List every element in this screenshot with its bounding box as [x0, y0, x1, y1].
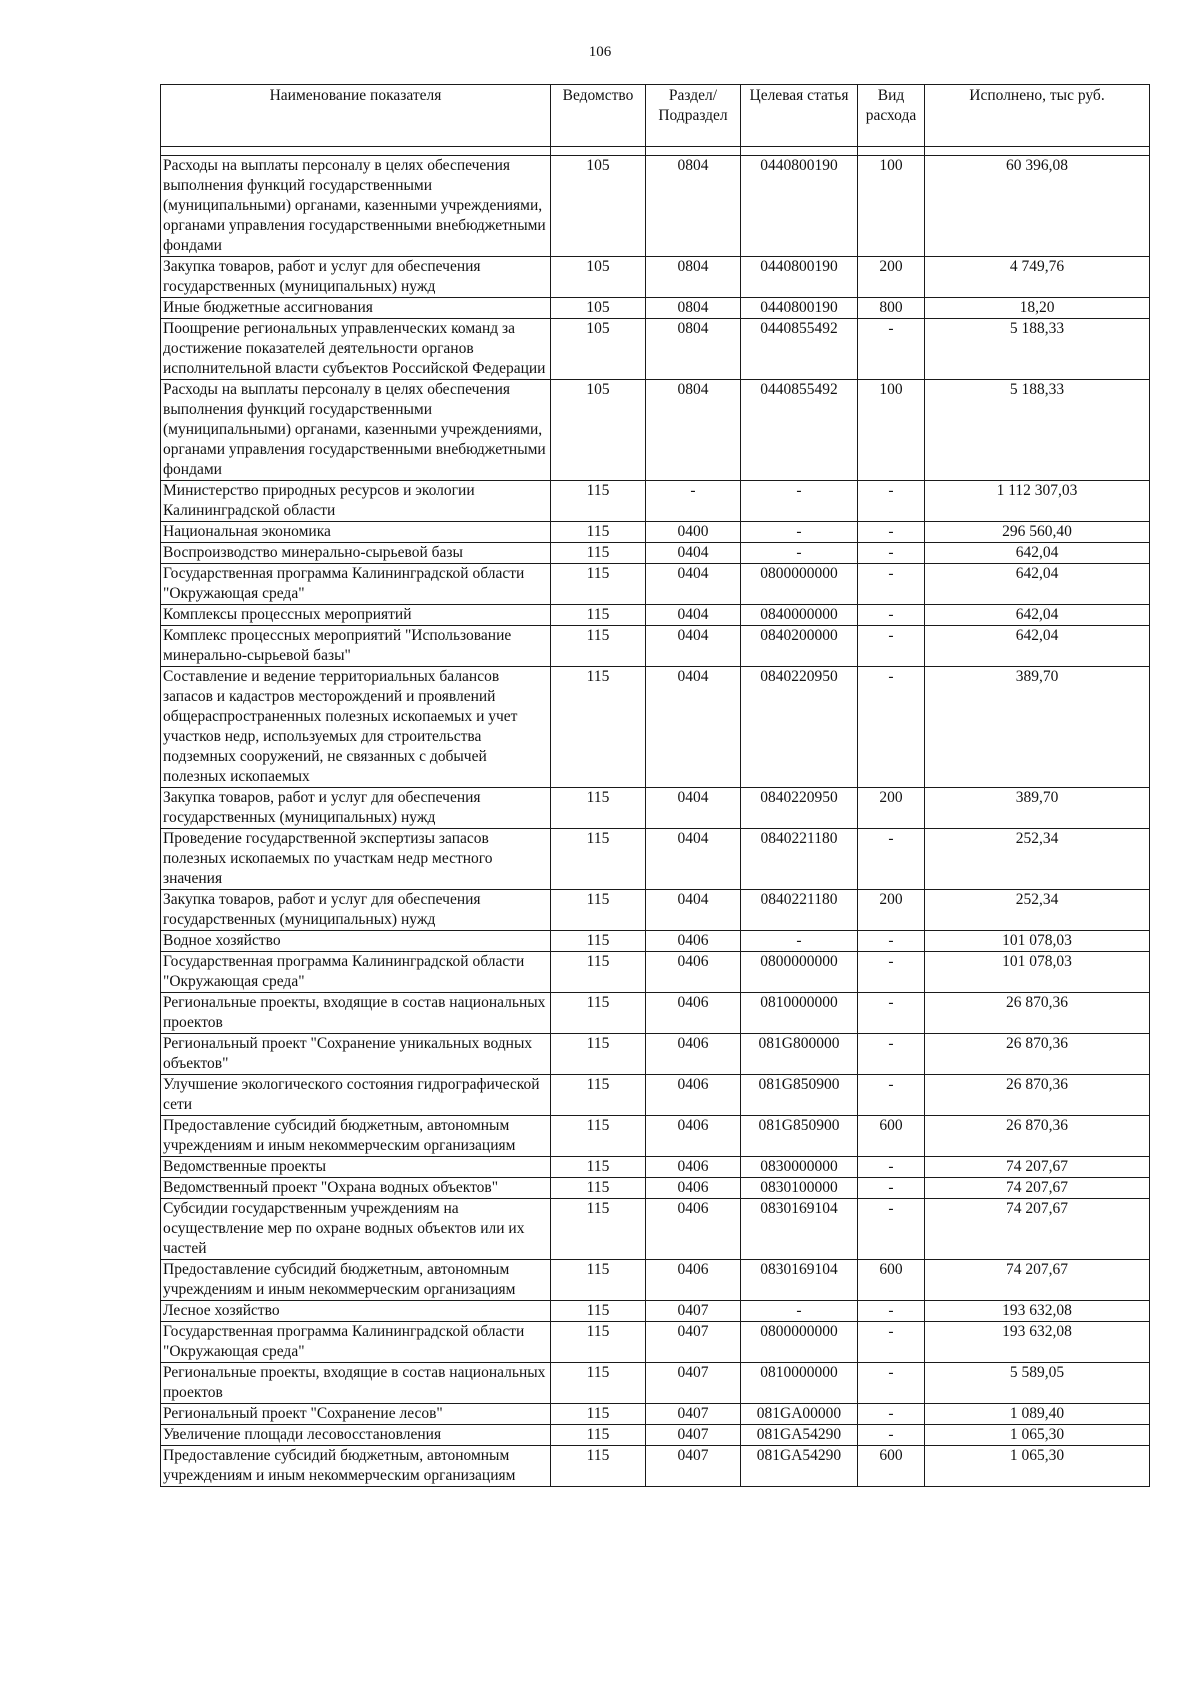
table-row — [161, 788, 1150, 829]
cell-amount: 642,04 — [925, 605, 1150, 626]
header-type: Вид расхода — [858, 85, 925, 147]
cell-name: Улучшение экологического состояния гидрографической сети — [161, 1075, 551, 1116]
cell-dept: 115 — [551, 543, 646, 564]
cell-dept: 115 — [551, 788, 646, 829]
cell-amount: 193 632,08 — [925, 1301, 1150, 1322]
cell-dept: 115 — [551, 1157, 646, 1178]
table-row — [161, 1199, 1150, 1260]
cell-target: 081G850900 — [741, 1075, 858, 1116]
cell-amount: 4 749,76 — [925, 257, 1150, 298]
table-row — [161, 257, 1150, 298]
cell-amount: 1 065,30 — [925, 1446, 1150, 1487]
cell-target: 0840221180 — [741, 890, 858, 931]
cell-target: 0440800190 — [741, 156, 858, 257]
cell-name: Государственная программа Калининградской области "Окружающая среда" — [161, 1322, 551, 1363]
table-row — [161, 319, 1150, 380]
cell-target: 0830169104 — [741, 1199, 858, 1260]
cell-target: 0830100000 — [741, 1178, 858, 1199]
budget-table — [160, 84, 1150, 1487]
cell-dept: 115 — [551, 1322, 646, 1363]
cell-section: 0406 — [646, 1260, 741, 1301]
cell-type: 100 — [858, 380, 925, 481]
cell-amount: 5 589,05 — [925, 1363, 1150, 1404]
cell-type: - — [858, 626, 925, 667]
table-row — [161, 1301, 1150, 1322]
cell-target: 0840220950 — [741, 788, 858, 829]
cell-name: Расходы на выплаты персоналу в целях обеспечения выполнения функций государственными (муниципальными) органами, казенными учреждениями, органами управления государственными внебюджетными фондами — [161, 156, 551, 257]
cell-target: 0810000000 — [741, 1363, 858, 1404]
table-row — [161, 1034, 1150, 1075]
cell-name: Предоставление субсидий бюджетным, автономным учреждениям и иным некоммерческим организациям — [161, 1116, 551, 1157]
cell-section: 0407 — [646, 1363, 741, 1404]
cell-section: 0407 — [646, 1425, 741, 1446]
table-row — [161, 931, 1150, 952]
cell-target: 0440800190 — [741, 298, 858, 319]
cell-target: 0800000000 — [741, 1322, 858, 1363]
table-row — [161, 564, 1150, 605]
cell-target: 0840221180 — [741, 829, 858, 890]
cell-dept: 105 — [551, 156, 646, 257]
cell-amount: 5 188,33 — [925, 380, 1150, 481]
cell-target: 081GA00000 — [741, 1404, 858, 1425]
cell-name: Министерство природных ресурсов и экологии Калининградской области — [161, 481, 551, 522]
cell-amount: 74 207,67 — [925, 1260, 1150, 1301]
cell-type: - — [858, 564, 925, 605]
cell-section: 0406 — [646, 1199, 741, 1260]
cell-section: 0404 — [646, 543, 741, 564]
cell-name: Воспроизводство минерально-сырьевой базы — [161, 543, 551, 564]
cell-name: Предоставление субсидий бюджетным, автономным учреждениям и иным некоммерческим организациям — [161, 1446, 551, 1487]
cell-name: Закупка товаров, работ и услуг для обеспечения государственных (муниципальных) нужд — [161, 890, 551, 931]
cell-amount: 60 396,08 — [925, 156, 1150, 257]
cell-section: 0407 — [646, 1301, 741, 1322]
table-row — [161, 1425, 1150, 1446]
cell-name: Закупка товаров, работ и услуг для обеспечения государственных (муниципальных) нужд — [161, 257, 551, 298]
cell-section: 0406 — [646, 952, 741, 993]
cell-amount: 5 188,33 — [925, 319, 1150, 380]
cell-name: Региональные проекты, входящие в состав национальных проектов — [161, 1363, 551, 1404]
cell-amount: 1 112 307,03 — [925, 481, 1150, 522]
cell-dept: 105 — [551, 319, 646, 380]
cell-type: - — [858, 1034, 925, 1075]
cell-target: 0810000000 — [741, 993, 858, 1034]
cell-amount: 642,04 — [925, 564, 1150, 605]
table-row — [161, 1404, 1150, 1425]
cell-target: 0840000000 — [741, 605, 858, 626]
cell-amount: 1 065,30 — [925, 1425, 1150, 1446]
cell-dept: 115 — [551, 1116, 646, 1157]
table-row — [161, 1116, 1150, 1157]
cell-type: 200 — [858, 257, 925, 298]
cell-amount: 101 078,03 — [925, 952, 1150, 993]
cell-target: - — [741, 522, 858, 543]
cell-type: - — [858, 1404, 925, 1425]
header-dept: Ведомство — [551, 85, 646, 147]
cell-amount: 389,70 — [925, 788, 1150, 829]
cell-amount: 26 870,36 — [925, 1116, 1150, 1157]
cell-type: 200 — [858, 788, 925, 829]
table-row — [161, 1260, 1150, 1301]
cell-amount: 26 870,36 — [925, 993, 1150, 1034]
cell-section: 0804 — [646, 380, 741, 481]
cell-section: 0804 — [646, 257, 741, 298]
cell-dept: 105 — [551, 380, 646, 481]
table-row — [161, 1446, 1150, 1487]
cell-section: 0804 — [646, 298, 741, 319]
cell-section: 0404 — [646, 788, 741, 829]
cell-amount: 642,04 — [925, 543, 1150, 564]
cell-dept: 115 — [551, 1446, 646, 1487]
cell-type: - — [858, 481, 925, 522]
cell-amount: 252,34 — [925, 829, 1150, 890]
cell-amount: 74 207,67 — [925, 1157, 1150, 1178]
table-row — [161, 1157, 1150, 1178]
cell-type: - — [858, 993, 925, 1034]
cell-type: - — [858, 543, 925, 564]
cell-section: 0406 — [646, 1034, 741, 1075]
cell-dept: 115 — [551, 1260, 646, 1301]
header-section: Раздел/ Подраздел — [646, 85, 741, 147]
cell-section: 0404 — [646, 626, 741, 667]
cell-section: 0406 — [646, 1157, 741, 1178]
cell-target: 0840200000 — [741, 626, 858, 667]
cell-section: 0404 — [646, 667, 741, 788]
cell-name: Составление и ведение территориальных балансов запасов и кадастров месторождений и проявлений общераспространенных полезных ископаемых и учет участков недр, используемых для строительства подземных сооружений, не связанных с добычей полезных ископаемых — [161, 667, 551, 788]
cell-section: 0406 — [646, 1178, 741, 1199]
cell-section: 0406 — [646, 993, 741, 1034]
cell-dept: 115 — [551, 522, 646, 543]
cell-type: - — [858, 952, 925, 993]
cell-target: 0830000000 — [741, 1157, 858, 1178]
cell-dept: 115 — [551, 564, 646, 605]
cell-name: Государственная программа Калининградской области "Окружающая среда" — [161, 564, 551, 605]
cell-name: Расходы на выплаты персоналу в целях обеспечения выполнения функций государственными (муниципальными) органами, казенными учреждениями, органами управления государственными внебюджетными фондами — [161, 380, 551, 481]
cell-amount: 1 089,40 — [925, 1404, 1150, 1425]
cell-amount: 74 207,67 — [925, 1199, 1150, 1260]
table-body — [161, 147, 1150, 1487]
cell-section: 0400 — [646, 522, 741, 543]
cell-name: Проведение государственной экспертизы запасов полезных ископаемых по участкам недр местного значения — [161, 829, 551, 890]
cell-type: - — [858, 605, 925, 626]
cell-amount: 74 207,67 — [925, 1178, 1150, 1199]
cell-name: Комплекс процессных мероприятий "Использование минерально-сырьевой базы" — [161, 626, 551, 667]
cell-name: Государственная программа Калининградской области "Окружающая среда" — [161, 952, 551, 993]
cell-dept: 115 — [551, 1404, 646, 1425]
cell-target: 0440800190 — [741, 257, 858, 298]
table-row — [161, 667, 1150, 788]
cell-type: - — [858, 931, 925, 952]
cell-section: 0407 — [646, 1446, 741, 1487]
cell-section: 0407 — [646, 1322, 741, 1363]
cell-type: - — [858, 1363, 925, 1404]
table-row — [161, 380, 1150, 481]
table-header-row — [161, 85, 1150, 147]
cell-type: - — [858, 522, 925, 543]
table-row — [161, 993, 1150, 1034]
cell-dept: 115 — [551, 1425, 646, 1446]
cell-name: Региональный проект "Сохранение лесов" — [161, 1404, 551, 1425]
cell-section: - — [646, 481, 741, 522]
cell-target: - — [741, 481, 858, 522]
cell-type: 600 — [858, 1116, 925, 1157]
cell-dept: 115 — [551, 829, 646, 890]
cell-dept: 115 — [551, 667, 646, 788]
cell-section: 0404 — [646, 829, 741, 890]
cell-name: Субсидии государственным учреждениям на осуществление мер по охране водных объектов или их частей — [161, 1199, 551, 1260]
cell-section: 0404 — [646, 605, 741, 626]
cell-name: Поощрение региональных управленческих команд за достижение показателей деятельности органов исполнительной власти субъектов Российской Федерации — [161, 319, 551, 380]
table-row — [161, 829, 1150, 890]
cell-name: Национальная экономика — [161, 522, 551, 543]
cell-target: 0840220950 — [741, 667, 858, 788]
cell-name: Предоставление субсидий бюджетным, автономным учреждениям и иным некоммерческим организациям — [161, 1260, 551, 1301]
table-row — [161, 156, 1150, 257]
cell-dept: 105 — [551, 257, 646, 298]
table-row — [161, 522, 1150, 543]
cell-type: 600 — [858, 1446, 925, 1487]
cell-target: - — [741, 1301, 858, 1322]
header-target: Целевая статья — [741, 85, 858, 147]
cell-section: 0404 — [646, 564, 741, 605]
cell-type: - — [858, 829, 925, 890]
cell-name: Комплексы процессных мероприятий — [161, 605, 551, 626]
cell-amount: 389,70 — [925, 667, 1150, 788]
table-row — [161, 890, 1150, 931]
cell-dept: 115 — [551, 1199, 646, 1260]
cell-section: 0406 — [646, 931, 741, 952]
cell-type: 800 — [858, 298, 925, 319]
cell-amount: 193 632,08 — [925, 1322, 1150, 1363]
cell-name: Ведомственные проекты — [161, 1157, 551, 1178]
cell-amount: 642,04 — [925, 626, 1150, 667]
cell-type: - — [858, 319, 925, 380]
cell-target: 0440855492 — [741, 380, 858, 481]
cell-name: Иные бюджетные ассигнования — [161, 298, 551, 319]
cell-dept: 115 — [551, 952, 646, 993]
cell-type: - — [858, 1322, 925, 1363]
cell-name: Увеличение площади лесовосстановления — [161, 1425, 551, 1446]
table-row — [161, 1363, 1150, 1404]
cell-target: 081GA54290 — [741, 1446, 858, 1487]
header-spacer-row — [161, 147, 1150, 156]
cell-dept: 115 — [551, 890, 646, 931]
cell-target: 0830169104 — [741, 1260, 858, 1301]
cell-dept: 115 — [551, 1178, 646, 1199]
cell-type: - — [858, 667, 925, 788]
cell-dept: 115 — [551, 1075, 646, 1116]
cell-type: - — [858, 1075, 925, 1116]
cell-type: 100 — [858, 156, 925, 257]
cell-dept: 115 — [551, 1034, 646, 1075]
cell-amount: 26 870,36 — [925, 1034, 1150, 1075]
cell-section: 0804 — [646, 319, 741, 380]
cell-type: - — [858, 1425, 925, 1446]
cell-dept: 115 — [551, 481, 646, 522]
cell-section: 0404 — [646, 890, 741, 931]
cell-target: - — [741, 543, 858, 564]
cell-target: 0800000000 — [741, 952, 858, 993]
cell-name: Лесное хозяйство — [161, 1301, 551, 1322]
cell-amount: 296 560,40 — [925, 522, 1150, 543]
cell-section: 0406 — [646, 1116, 741, 1157]
cell-section: 0407 — [646, 1404, 741, 1425]
cell-target: 0800000000 — [741, 564, 858, 605]
cell-amount: 252,34 — [925, 890, 1150, 931]
table-row — [161, 543, 1150, 564]
table-row — [161, 626, 1150, 667]
cell-section: 0406 — [646, 1075, 741, 1116]
cell-type: - — [858, 1178, 925, 1199]
cell-dept: 115 — [551, 1301, 646, 1322]
cell-target: 0440855492 — [741, 319, 858, 380]
cell-dept: 115 — [551, 993, 646, 1034]
cell-target: 081G850900 — [741, 1116, 858, 1157]
cell-dept: 115 — [551, 1363, 646, 1404]
cell-target: 081G800000 — [741, 1034, 858, 1075]
cell-section: 0804 — [646, 156, 741, 257]
cell-target: - — [741, 931, 858, 952]
table-row — [161, 1178, 1150, 1199]
cell-type: - — [858, 1157, 925, 1178]
cell-name: Водное хозяйство — [161, 931, 551, 952]
cell-amount: 18,20 — [925, 298, 1150, 319]
cell-target: 081GA54290 — [741, 1425, 858, 1446]
table-row — [161, 605, 1150, 626]
cell-amount: 101 078,03 — [925, 931, 1150, 952]
table-row — [161, 1075, 1150, 1116]
cell-type: - — [858, 1199, 925, 1260]
page-number: 106 — [588, 44, 612, 60]
cell-dept: 115 — [551, 626, 646, 667]
table-row — [161, 952, 1150, 993]
cell-dept: 115 — [551, 931, 646, 952]
table-row — [161, 481, 1150, 522]
cell-type: 600 — [858, 1260, 925, 1301]
cell-name: Закупка товаров, работ и услуг для обеспечения государственных (муниципальных) нужд — [161, 788, 551, 829]
table-row — [161, 298, 1150, 319]
cell-amount: 26 870,36 — [925, 1075, 1150, 1116]
table-row — [161, 1322, 1150, 1363]
header-name: Наименование показателя — [161, 85, 551, 147]
cell-type: - — [858, 1301, 925, 1322]
cell-type: 200 — [858, 890, 925, 931]
cell-name: Региональный проект "Сохранение уникальных водных объектов" — [161, 1034, 551, 1075]
cell-dept: 105 — [551, 298, 646, 319]
cell-dept: 115 — [551, 605, 646, 626]
header-amount: Исполнено, тыс руб. — [925, 85, 1150, 147]
cell-name: Региональные проекты, входящие в состав национальных проектов — [161, 993, 551, 1034]
cell-name: Ведомственный проект "Охрана водных объектов" — [161, 1178, 551, 1199]
